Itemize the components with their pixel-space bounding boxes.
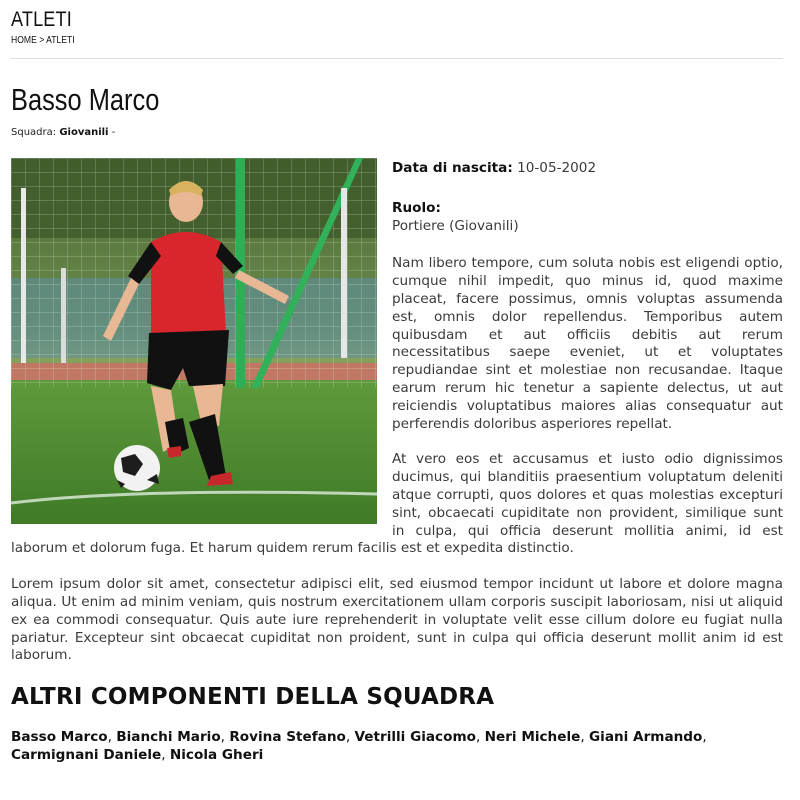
role-label: Ruolo:	[392, 199, 441, 216]
section-title: ATLETI	[11, 8, 72, 31]
member-separator: ,	[345, 729, 355, 745]
athlete-name: Basso Marco	[11, 82, 160, 117]
athlete-photo	[11, 158, 377, 524]
team-member-link[interactable]: Bianchi Mario	[116, 729, 221, 745]
team-member-link[interactable]: Basso Marco	[11, 729, 108, 745]
member-separator: ,	[161, 747, 170, 763]
breadcrumb-current: ATLETI	[46, 35, 75, 46]
role-value: Portiere (Giovanili)	[392, 217, 519, 234]
member-separator: ,	[702, 729, 707, 745]
header-divider	[11, 58, 783, 59]
team-name: Giovanili	[59, 127, 109, 138]
team-member-link[interactable]: Carmignani Daniele	[11, 747, 162, 763]
team-members-heading: ALTRI COMPONENTI DELLA SQUADRA	[11, 684, 495, 710]
bio-paragraph-1: Nam libero tempore, cum soluta nobis est eligendi optio, cumque nihil impedit, quo minus id, quod maxime placeat, facere possimus, omnis voluptas assumenda est, omnis dolor repellendus. Temporibus autem quibusdam et aut officiis debitis aut rerum necessitatibus saepe eveniet, ut et voluptates repudiandae sint et molestiae non recusandae. Itaque earum rerum hic tenetur a sapiente delectus, ut aut reiciendis voluptatibus maiores alias consequatur aut perferendis doloribus asperiores repellat.	[392, 255, 783, 432]
team-member-link[interactable]: Giani Armando	[589, 729, 703, 745]
member-separator: ,	[107, 729, 117, 745]
member-separator: ,	[475, 729, 485, 745]
bio-paragraph-2: At vero eos et accusamus et iusto odio dignissimos ducimus, qui blanditiis praesentium voluptatum deleniti atque corrupti, quos dolores et quas molestias excepturi sint, obcaecati cupiditate non provident, similique sunt in culpa, qui officia deserunt mollitia animi, id est laborum et dolorum fuga. Et harum quidem rerum facilis est et expedita distinctio.	[11, 451, 783, 557]
page-header	[11, 8, 85, 46]
team-member-link[interactable]: Nicola Gheri	[169, 747, 264, 763]
team-label: Squadra:	[11, 127, 57, 138]
birth-date-value: 10-05-2002	[517, 160, 597, 176]
member-separator: ,	[220, 729, 230, 745]
member-separator: ,	[580, 729, 589, 745]
bio-paragraph-3: Lorem ipsum dolor sit amet, consectetur adipisci elit, sed eiusmod tempor incidunt ut labore et dolore magna aliqua. Ut enim ad minim veniam, quis nostrum exercitationem ullam corporis suscipit laboriosam, nisi ut aliquid ex ea commodi consequatur. Quis aute iure reprehenderit in voluptate velit esse cillum dolore eu fugiat nulla pariatur. Excepteur sint obcaecat cupiditat non proident, sunt in culpa qui officia deserunt mollit anim id est laborum.	[11, 576, 783, 664]
team-suffix: -	[111, 127, 116, 138]
birth-date-label: Data di nascita:	[392, 160, 513, 176]
team-member-link[interactable]: Vetrilli Giacomo	[354, 729, 476, 745]
team-member-link[interactable]: Rovina Stefano	[229, 729, 346, 745]
breadcrumb	[11, 35, 75, 46]
team-members-list	[11, 728, 783, 764]
team-line	[11, 127, 115, 138]
breadcrumb-separator: >	[39, 35, 45, 46]
breadcrumb-home-link[interactable]: HOME	[11, 35, 37, 46]
team-member-link[interactable]: Neri Michele	[484, 729, 581, 745]
